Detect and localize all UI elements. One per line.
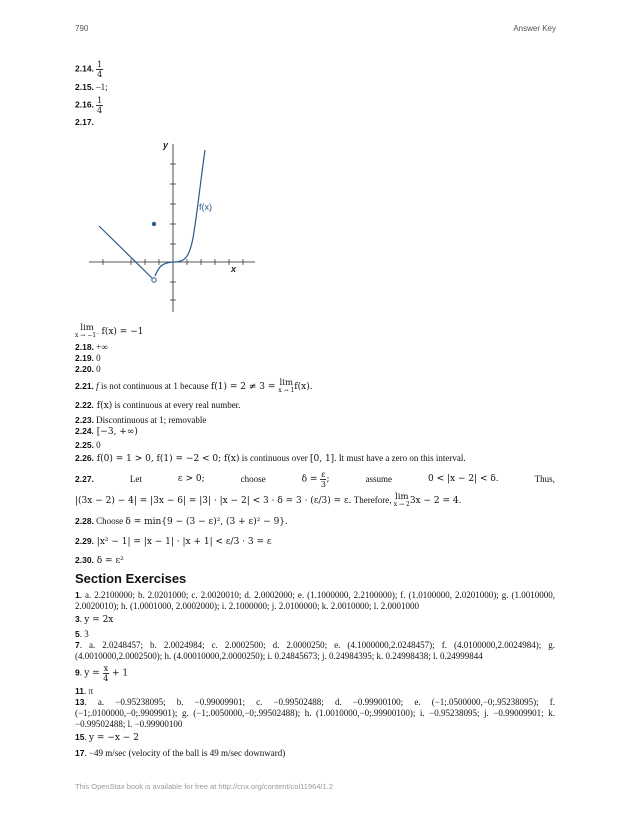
linear-piece	[99, 226, 153, 279]
exercise-17: 17. −49 m/sec (velocity of the ball is 49 m/sec downward)	[75, 748, 286, 758]
exercise-9: 9. y = $\frac{x}{4}$ + 1	[75, 664, 129, 683]
answer-key-content	[75, 60, 555, 759]
answer-2-26: 2.26. f(0) = 1 > 0, f(1) = −2 < 0; f(x) is continuous over [0, 1]. It must have a zero on this interval.	[75, 453, 466, 464]
exercise-13: 13. a. −0.95238095; b. −0.99009901; c. −0.99502488; d. −0.99900100; e. (−1;.0500000,−0;.95238095); f. (−1;.0100000,−0;.9909901); g. (−1;.0050000,−0;.99502488); h. (1.0010000,−0;.99900100); i. −0.95238095; j. −0.99009901; k. −0.99502488; l. −0.99900100	[75, 697, 555, 729]
exercise-15: 15. y = −x − 2	[75, 732, 139, 743]
answer-2-28: 2.28. Choose δ = min{9 − (3 − ε)², (3 + ε)² − 9}.	[75, 516, 288, 527]
y-axis-label: y	[163, 140, 169, 150]
answer-2-15: 2.15. –1;	[75, 82, 108, 92]
answer-2-21: 2.21. f is not continuous at 1 because f(1) = 2 ≠ 3 = lim x → 1 f(x).	[75, 378, 313, 394]
answer-2-20: 2.20. 0	[75, 364, 101, 374]
section-title: Section Exercises	[75, 571, 187, 586]
fraction: $\frac{1}{4}$	[97, 60, 103, 79]
answer-2-30: 2.30. δ = ε²	[75, 555, 124, 566]
answer-2-23: 2.23. Discontinuous at 1; removable	[75, 415, 207, 425]
answer-number: 2.14	[75, 63, 92, 74]
answer-2-25: 2.25. 0	[75, 440, 101, 450]
limit-statement: lim x → −1⁻ f(x) = −1	[75, 323, 144, 339]
answer-2-17: 2.17.	[75, 117, 94, 127]
function-label: f(x)	[199, 202, 212, 212]
function-graph	[87, 132, 287, 322]
running-title: Answer Key	[513, 24, 556, 33]
exercise-1: 1. a. 2.2100000; b. 2.0201000; c. 2.0020010; d. 2.0002000; e. (1.1000000, 2.2100000); f. (1.0100000, 2.0201000); g. (1.0010000, 2.0020010); h. (1.0001000, 2.0002000); i. 2.1000000; j. 2.0100000; k. 2.0010000; l. 2.0001000	[75, 590, 555, 611]
answer-2-24: 2.24. [−3, +∞)	[75, 426, 138, 437]
answer-2-27: 2.27. Let ε > 0; choose δ = $\frac{\varepsilon}{3}$ ; assume 0 < |x − 2| < δ. Thus,	[75, 470, 555, 489]
exercise-11: 11. π	[75, 686, 94, 696]
answer-2-29: 2.29. |x² − 1| = |x − 1| · |x + 1| < ε/3 · 3 = ε	[75, 536, 272, 547]
answer-2-22: 2.22. f(x) is continuous at every real number.	[75, 400, 241, 411]
answer-2-18: 2.18. +∞	[75, 342, 108, 352]
open-circle-point	[152, 278, 156, 282]
answer-2-27-continued: |(3x − 2) − 4| = |3x − 6| = |3| · |x − 2| < 3 · δ = 3 · (ε/3) = ε. Therefore, lim x → 2 3x − 2 = 4.	[75, 492, 462, 508]
answer-2-19: 2.19. 0	[75, 353, 101, 363]
exercise-7: 7. a. 2.0248457; b. 2.0024984; c. 2.0002500; d. 2.0000250; e. (4.1000000,2.0248457); f. (4.0100000,2.0024984); g. (4.0010000,2.0002500); h. (4.00010000,2.0000250); i. 0.24845673; j. 0.24984395; k. 0.24998438; l. 0.24999844	[75, 640, 555, 661]
answer-2-14: 2.14. $\frac{1}{4}$	[75, 60, 103, 79]
footer-link-text[interactable]: This OpenStax book is available for free at http://cnx.org/content/col11964/1.2	[75, 782, 333, 791]
x-axis-label: x	[231, 264, 237, 274]
page-number: 790	[75, 24, 89, 33]
filled-point	[152, 222, 156, 226]
answer-2-16: 2.16. $\frac{1}{4}$	[75, 96, 103, 115]
fraction: $\frac{1}{4}$	[97, 96, 103, 115]
curve-piece	[155, 150, 205, 276]
exercise-3: 3. y = 2x	[75, 614, 114, 625]
exercise-5: 5. 3	[75, 629, 89, 639]
